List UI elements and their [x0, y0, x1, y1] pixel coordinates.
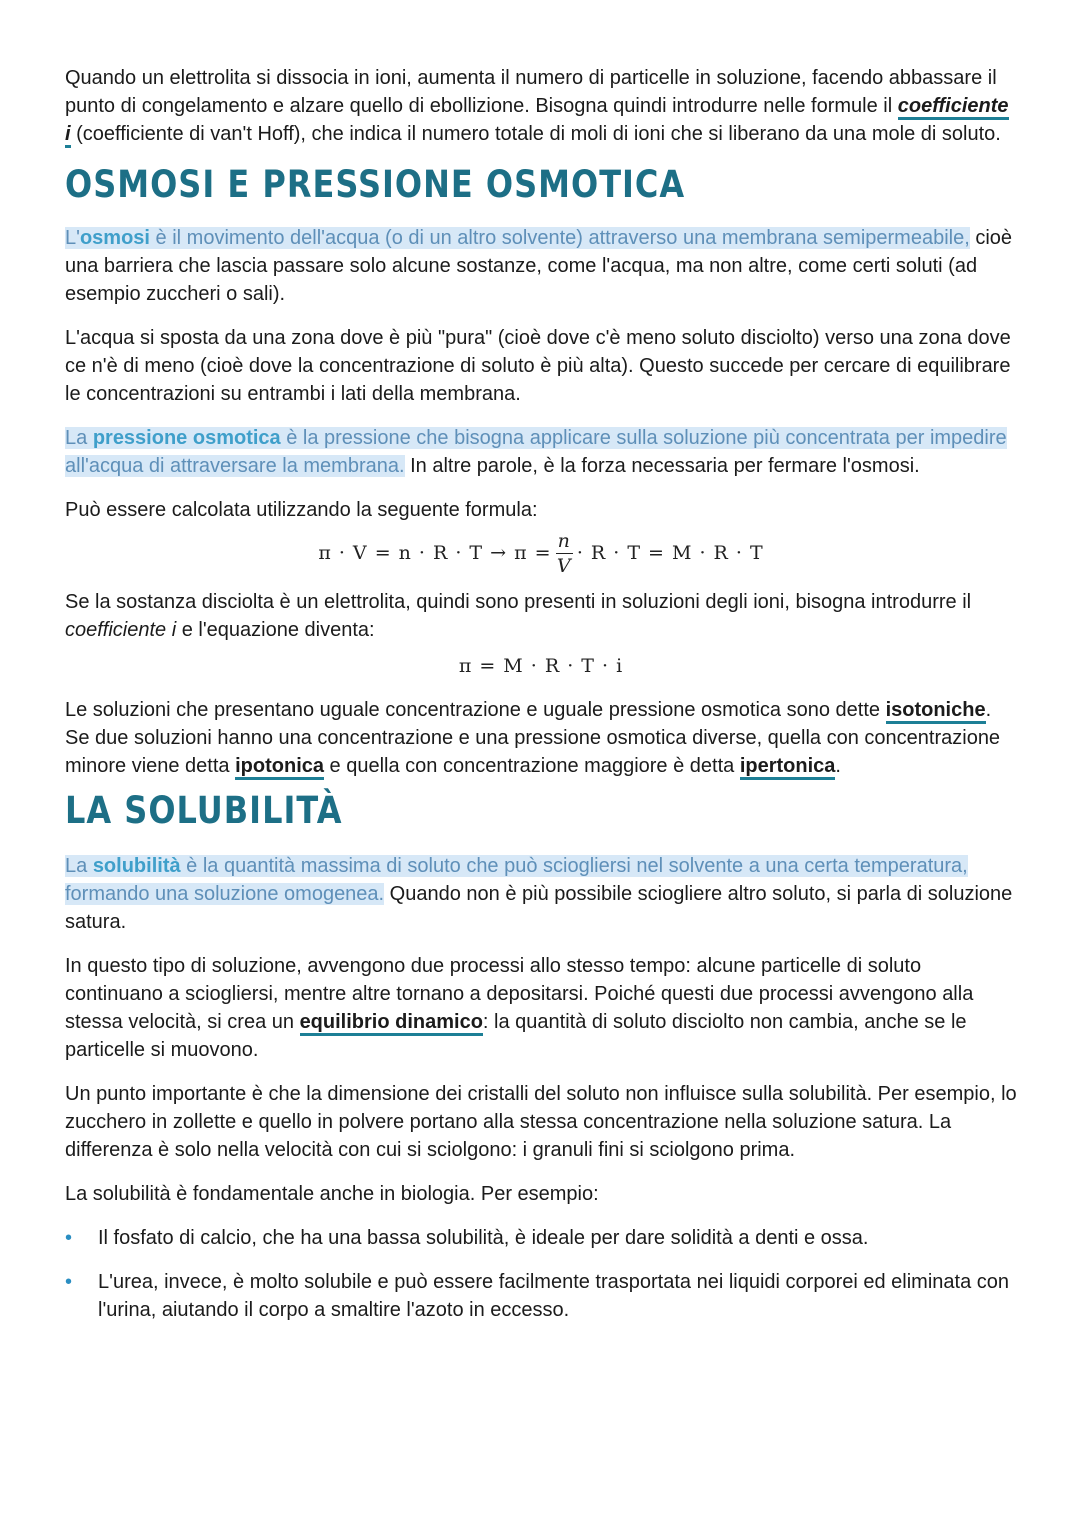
cristalli-paragraph: Un punto importante è che la dimensione dei cristalli del soluto non influisce sulla solubilità. Per esempio, lo zucchero in zollette e quello in polvere portano alla stessa concentrazione nella soluzione satura. La differenza è solo nella velocità con cui si sciolgono: i granuli fini si sciolgono prima. — [65, 1083, 1017, 1161]
fraction-n-over-v: $\frac{n}{V}$ — [556, 529, 572, 577]
ipotonica-ipertonica-paragraph: Se due soluzioni hanno una concentrazione e una pressione osmotica diverse, quella con concentrazione minore viene detta ipotonica e quella con concentrazione maggiore è detta ipertonica. — [65, 724, 1017, 780]
equilibrio-paragraph: In questo tipo di soluzione, avvengono due processi allo stesso tempo: alcune particelle di soluto continuano a sciogliersi, mentre altre tornano a depositarsi. Poiché questi due processi avvengono alla stessa velocità, si crea un equilibrio dinamico: la quantità di soluto disciolto non cambia, anche se le particelle si muovono. — [65, 955, 974, 1061]
section-title-solubilita: LA SOLUBILITÀ — [65, 787, 343, 833]
biologia-paragraph: La solubilità è fondamentale anche in biologia. Per esempio: — [65, 1183, 599, 1205]
intro-paragraph: Quando un elettrolita si dissocia in ioni, aumenta il numero di particelle in soluzione, facendo abbassare il punto di congelamento e alzare quello di ebollizione. Bisogna quindi introdurre nelle formule il coefficiente i (coefficiente di van't Hoff), che indica il numero totale di moli di ioni che si liberano da una mole di soluto. — [65, 64, 1017, 148]
list-item: • L'urea, invece, è molto solubile e può essere facilmente trasportata nei liquidi corporei ed eliminata con l'urina, aiutando il corpo a smaltire l'azoto in eccesso. — [65, 1268, 1017, 1324]
term-ipertonica: ipertonica — [740, 755, 836, 780]
osmosi-explanation: L'acqua si sposta da una zona dove è più "pura" (cioè dove c'è meno soluto disciolto) verso una zona dove ce n'è di meno (cioè dove la concentrazione di soluto è più alta). Questo succede per cercare di equilibrare le concentrazioni su entrambi i lati della membrana. — [65, 327, 1011, 405]
term-pressione-osmotica: pressione osmotica — [92, 427, 281, 449]
pressione-osmotica-definition: La pressione osmotica è la pressione che bisogna applicare sulla soluzione più concentrata per impedire all'acqua di attraversare la membrana. In altre parole, è la forza necessaria per fermare l'osmosi. — [65, 427, 1007, 477]
osmosi-definition: L'osmosi è il movimento dell'acqua (o di un altro solvente) attraverso una membrana semipermeabile, cioè una barriera che lascia passare solo alcune sostanze, come l'acqua, ma non altre, come certi soluti (ad esempio zuccheri o sali). — [65, 227, 1013, 305]
isotoniche-paragraph: Le soluzioni che presentano uguale concentrazione e uguale pressione osmotica sono dette isotoniche. — [65, 696, 1017, 724]
solubilita-definition: La solubilità è la quantità massima di soluto che può sciogliersi nel solvente a una certa temperatura, formando una soluzione omogenea. Quando non è più possibile sciogliere altro soluto, si parla di soluzione satura. — [65, 855, 1013, 933]
section-title-osmosi: OSMOSI E PRESSIONE OSMOTICA — [65, 161, 686, 207]
document-page — [65, 64, 1017, 1324]
term-coefficiente-i: coefficiente i — [65, 95, 1009, 148]
elettrolita-paragraph: Se la sostanza disciolta è un elettrolita, quindi sono presenti in soluzioni degli ioni, bisogna introdurre il coefficiente i e l'equazione diventa: — [65, 591, 972, 641]
biologia-examples-list — [65, 1224, 1017, 1324]
term-solubilita: solubilità — [92, 855, 181, 877]
formula-vant-hoff: π = M · R · T · i — [458, 655, 624, 677]
term-osmosi: osmosi — [79, 227, 150, 249]
formula-intro: Può essere calcolata utilizzando la seguente formula: — [65, 499, 538, 521]
term-equilibrio-dinamico: equilibrio dinamico — [300, 1011, 483, 1036]
list-item: • Il fosfato di calcio, che ha una bassa solubilità, è ideale per dare solidità a denti e ossa. — [65, 1224, 1017, 1252]
formula-pressione-osmotica: π · V = n · R · T → π = $\frac{n}{V}$ · R · T = M · R · T — [318, 529, 764, 577]
term-ipotonica: ipotonica — [235, 755, 324, 780]
term-isotoniche: isotoniche — [886, 699, 986, 724]
